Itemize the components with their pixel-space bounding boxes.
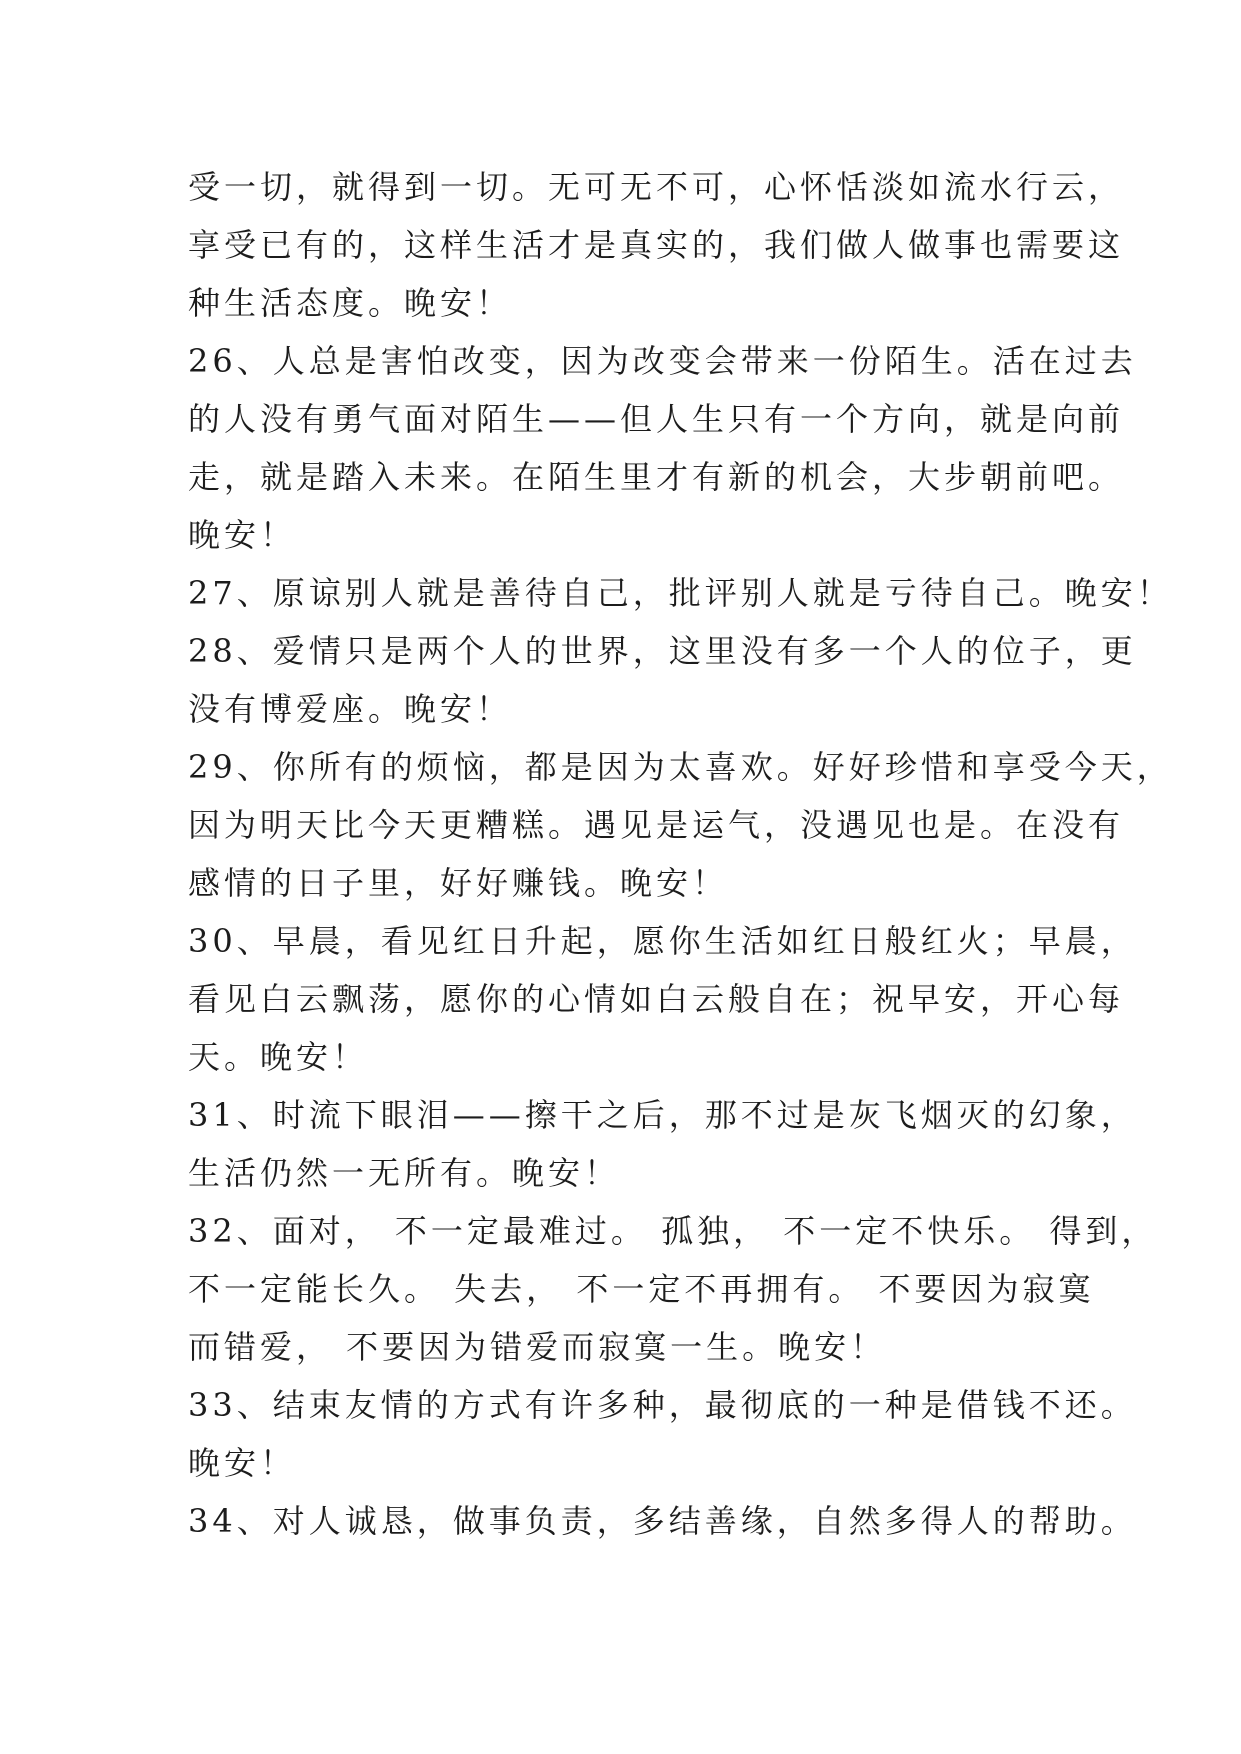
body-text <box>188 158 1173 1550</box>
text-line: 27、原谅别人就是善待自己，批评别人就是亏待自己。晚安！ <box>188 574 1173 612</box>
text-line: 享受已有的，这样生活才是真实的，我们做人做事也需要这 <box>188 226 1125 264</box>
text-line: 因为明天比今天更糟糕。遇见是运气，没遇见也是。在没有 <box>188 806 1125 844</box>
text-line: 的人没有勇气面对陌生——但人生只有一个方向，就是向前 <box>188 400 1125 438</box>
text-line: 没有博爱座。晚安！ <box>188 690 513 728</box>
text-line: 生活仍然一无所有。晚安！ <box>188 1154 621 1192</box>
text-line: 看见白云飘荡，愿你的心情如白云般自在；祝早安，开心每 <box>188 980 1125 1018</box>
text-line: 种生活态度。晚安！ <box>188 284 513 322</box>
text-line: 33、结束友情的方式有许多种，最彻底的一种是借钱不还。 <box>188 1386 1137 1424</box>
text-line: 晚安！ <box>188 516 297 554</box>
text-line: 而错爱， 不要因为错爱而寂寞一生。晚安！ <box>188 1328 887 1366</box>
text-line: 30、早晨，看见红日升起，愿你生活如红日般红火；早晨， <box>188 922 1137 960</box>
text-line: 晚安！ <box>188 1444 297 1482</box>
text-line: 受一切，就得到一切。无可无不可，心怀恬淡如流水行云， <box>188 168 1125 206</box>
text-line: 感情的日子里，好好赚钱。晚安！ <box>188 864 729 902</box>
text-line: 天。晚安！ <box>188 1038 369 1076</box>
text-line: 32、面对， 不一定最难过。 孤独， 不一定不快乐。 得到， <box>188 1212 1158 1250</box>
text-line: 28、爱情只是两个人的世界，这里没有多一个人的位子，更 <box>188 632 1137 670</box>
text-line: 34、对人诚恳，做事负责，多结善缘，自然多得人的帮助。 <box>188 1502 1137 1540</box>
text-line: 26、人总是害怕改变，因为改变会带来一份陌生。活在过去 <box>188 342 1137 380</box>
text-line: 31、时流下眼泪——擦干之后，那不过是灰飞烟灭的幻象， <box>188 1096 1137 1134</box>
text-line: 29、你所有的烦恼，都是因为太喜欢。好好珍惜和享受今天， <box>188 748 1173 786</box>
text-line: 走，就是踏入未来。在陌生里才有新的机会，大步朝前吧。 <box>188 458 1125 496</box>
text-line: 不一定能长久。 失去， 不一定不再拥有。 不要因为寂寞 <box>188 1270 1095 1308</box>
